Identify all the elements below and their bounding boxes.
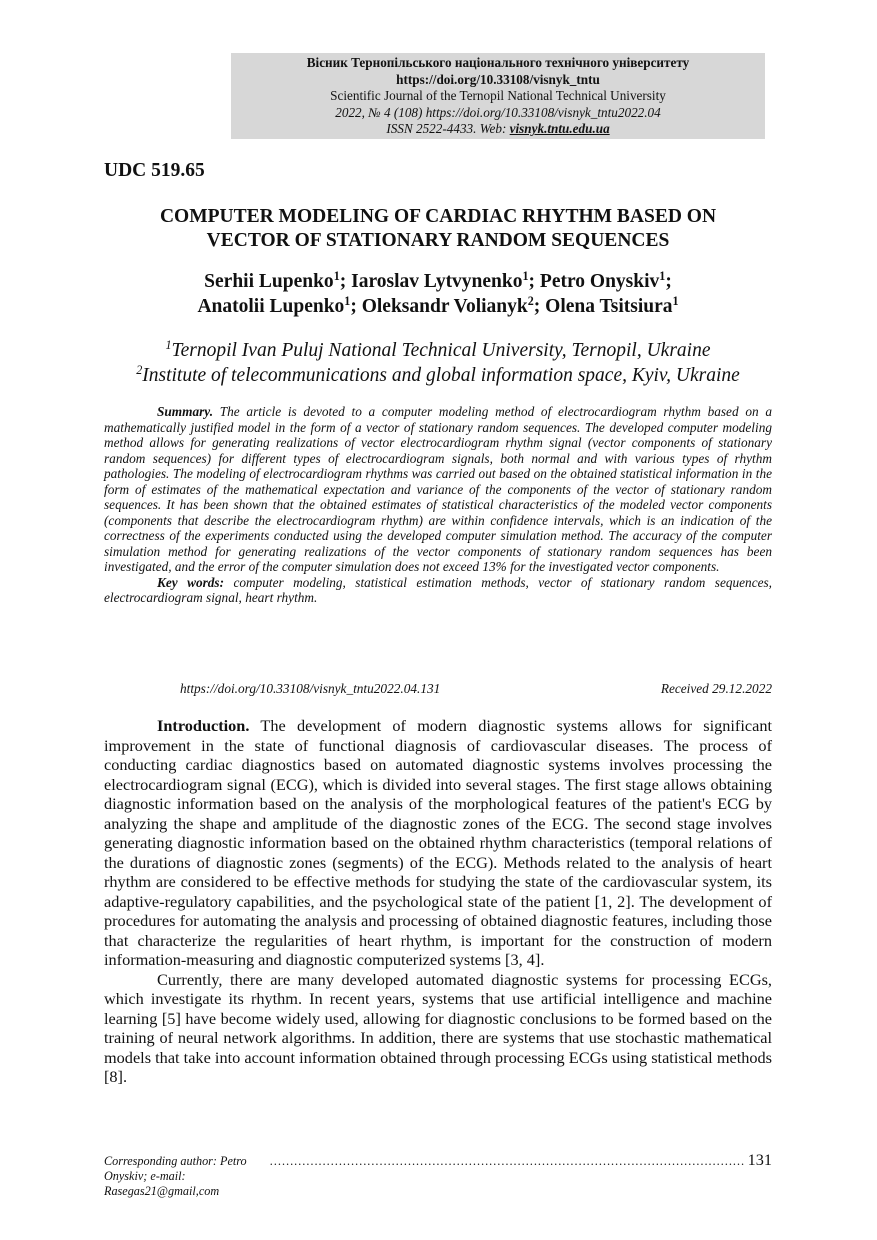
journal-doi[interactable]: https://doi.org/10.33108/visnyk_tntu [396, 71, 600, 87]
journal-name-ua: Вісник Тернопільського національного технічного університету [306, 55, 690, 70]
page-footer [104, 1150, 772, 1199]
introduction-section [104, 716, 772, 1087]
introduction-heading: Introduction. [157, 716, 250, 735]
abstract-label: Summary. [157, 404, 214, 419]
journal-header-box [231, 53, 765, 139]
introduction-paragraph-1 [104, 716, 772, 970]
affiliation-text: Institute of telecommunications and global information space, Kyiv, Ukraine [142, 365, 740, 386]
author-affiliation-mark: 1 [672, 293, 679, 308]
author-name: Iaroslav Lytvynenko [351, 271, 523, 292]
author-affiliation-mark: 1 [522, 268, 529, 283]
journal-name-en: Scientific Journal of the Ternopil National Technical University [330, 88, 666, 104]
article-doi-link[interactable]: https://doi.org/10.33108/visnyk_tntu2022.04.131 [180, 681, 441, 696]
author-line-2 [104, 295, 772, 320]
author-name: Petro Onyskiv [539, 271, 660, 292]
keywords-paragraph [104, 575, 772, 606]
author-name: Olena Tsitsiura [545, 295, 673, 317]
author-affiliation-mark: 1 [659, 268, 666, 283]
author-separator: ; [339, 271, 352, 292]
affiliation-1 [104, 338, 772, 363]
author-name: Oleksandr Volianyk [361, 295, 528, 317]
page-number: 131 [747, 1150, 772, 1169]
received-date: Received 29.12.2022 [660, 681, 772, 696]
corresponding-author: Corresponding author: Petro Onyskiv; e-mail: Rasegas21@gmail,com [104, 1154, 247, 1198]
title-line-2: VECTOR OF STATIONARY RANDOM SEQUENCES [206, 230, 670, 251]
keywords-label: Key words: [157, 574, 225, 590]
affiliation-text: Ternopil Ivan Puluj National Technical University, Ternopil, Ukraine [171, 340, 711, 361]
affiliation-mark: 2 [136, 362, 143, 377]
author-affiliation-mark: 1 [333, 268, 340, 283]
author-separator: ; [528, 271, 540, 292]
author-separator: ; [665, 271, 672, 292]
author-list [104, 270, 772, 319]
affiliation-2 [104, 363, 772, 388]
article-title [104, 205, 772, 253]
author-separator: ; [533, 295, 546, 317]
author-affiliation-mark: 1 [344, 293, 351, 308]
journal-web-link[interactable]: visnyk.tntu.edu.ua [509, 121, 610, 137]
author-separator: ; [350, 295, 362, 317]
introduction-paragraph-2: Currently, there are many developed automated diagnostic systems for processing ECGs, which investigate its rhythm. In recent years, systems that use artificial intelligence and machine learning [5] have become widely used, allowing for diagnostic conclusions to be formed based on the training of neural network algorithms. In addition, there are systems that use stochastic mathematical models that take into account information obtained through processing ECGs using statistical methods [8]. [104, 969, 772, 1086]
abstract-paragraph [104, 404, 772, 575]
author-affiliation-mark: 2 [527, 293, 534, 308]
issn-text: ISSN 2522-4433. Web: [386, 121, 510, 137]
keywords-text: computer modeling, statistical estimation methods, vector of stationary random sequences, electrocardiogram signal, heart rhythm. [104, 574, 772, 605]
author-name: Serhii Lupenko [204, 271, 334, 292]
author-line-1 [104, 270, 772, 295]
abstract-text: The article is devoted to a computer modeling method of electrocardiogram rhythm based on a mathematically justified model in the form of a vector of stationary random sequences. The developed computer modeling method allows for generating realizations of vector electrocardiogram rhythm signal (vector components of stationary random sequences) for different types of electrocardiogram signals, both normal and with various types of rhythm pathologies. The modeling of electrocardiogram rhythms was carried out based on the obtained statistical information in the form of estimates of the mathematical expectation and variance of the components of the vector of stationary random sequences. It has been shown that the obtained estimates of statistical characteristics of the modeled vector components (components that describe the electrocardiogram rhythm) are within confidence intervals, which is an indication of the correctness of the experiments conducted using the developed computer simulation method. The accuracy of the computer simulation method for generating realizations of the vector components of stationary random sequences has been investigated, and the error of the computer simulation does not exceed 13% for the investigated vector components. [104, 404, 772, 574]
title-line-1: COMPUTER MODELING OF CARDIAC RHYTHM BASED ON [159, 206, 717, 227]
introduction-text: The development of modern diagnostic systems allows for significant improvement in the state of functional diagnosis of cardiovascular diseases. The process of conducting cardiac diagnostics based on automated diagnostic systems involves processing the electrocardiogram signal (ECG), which is divided into several stages. The first stage allows obtaining diagnostic information based on the analysis of the morphological features of the patient's ECG by analyzing the shape and amplitude of the diagnostic zones of the ECG. The second stage involves generating diagnostic information based on the obtained rhythm characteristics (temporal relations of the durations of diagnostic zones (segments) of the ECG). Methods related to the analysis of heart rhythm are considered to be effective methods for studying the state of the cardiovascular system, its adaptive-regulatory capabilities, and the psychological state of the patient [1, 2]. The development of procedures for automating the analysis and processing of obtained diagnostic features, including those that characterize the regularities of heart rhythm, is important for the construction of modern information-measuring and diagnostic computerized systems [3, 4]. [104, 716, 772, 969]
footer-leader-dots: ……………………………………………………………………………………………………… [269, 1154, 745, 1168]
article-meta-line [180, 681, 772, 697]
abstract-section [104, 404, 772, 606]
journal-issn [231, 121, 765, 138]
affiliation-mark: 1 [165, 337, 172, 352]
affiliation-list [104, 338, 772, 388]
journal-issue: 2022, № 4 (108) https://doi.org/10.33108/visnyk_tntu2022.04 [335, 104, 661, 120]
author-name: Anatolii Lupenko [197, 295, 345, 317]
udc-code: UDC 519.65 [104, 160, 205, 181]
